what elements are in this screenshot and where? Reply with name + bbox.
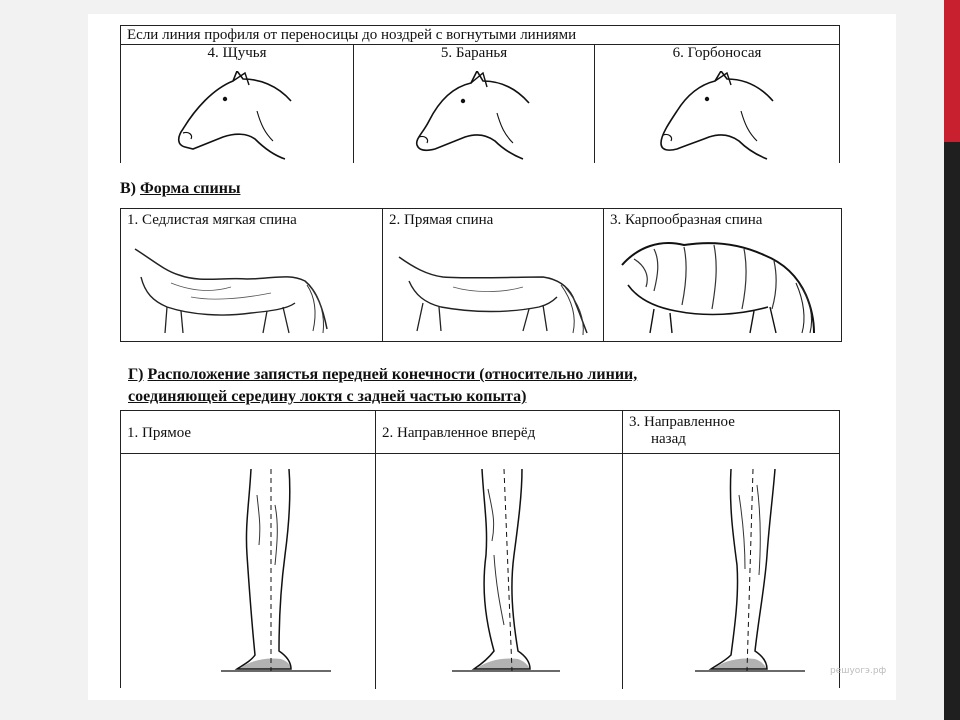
back-section-title xyxy=(120,180,240,198)
leg-backward-icon xyxy=(695,465,815,675)
horse-head-roman-nose-icon xyxy=(653,71,783,161)
back-table xyxy=(120,208,842,342)
profile-label-roman: 6. Горбоносая xyxy=(672,45,762,61)
carpus-section-title xyxy=(128,364,637,386)
back-cell-carp xyxy=(604,209,841,341)
profile-cell-roman xyxy=(595,45,839,163)
carpus-prefix: Г) xyxy=(128,366,144,383)
profile-label-ram: 5. Баранья xyxy=(440,45,508,61)
profile-table xyxy=(120,25,840,163)
back-label-straight: 2. Прямая спина xyxy=(389,212,494,228)
carpus-label-straight: 1. Прямое xyxy=(127,425,192,441)
carpus-section-title-cont xyxy=(128,386,526,408)
carpus-label-forward: 2. Направленное вперёд xyxy=(382,425,536,441)
profile-cell-ram xyxy=(354,45,595,163)
accent-bar-dark xyxy=(944,142,960,720)
horse-body-soft-back-icon xyxy=(131,237,331,337)
carpus-table xyxy=(120,410,840,688)
horse-body-carp-back-icon xyxy=(614,235,824,335)
carpus-cell-backward xyxy=(623,411,839,689)
profile-caption: Если линия профиля от переносицы до ноздрей с вогнутыми линиями xyxy=(121,25,839,45)
horse-head-pike-icon xyxy=(173,71,303,161)
horse-head-ram-icon xyxy=(409,71,539,161)
carpus-label-backward-2: назад xyxy=(651,431,686,447)
back-prefix: В) xyxy=(120,180,136,197)
profile-label-pike: 4. Щучья xyxy=(207,45,267,61)
back-cell-soft xyxy=(121,209,383,341)
back-title: Форма спины xyxy=(140,180,241,197)
carpus-title-line1: Расположение запястья передней конечности (относительно линии, xyxy=(147,366,638,383)
profile-row xyxy=(121,45,839,163)
back-cell-straight xyxy=(383,209,604,341)
carpus-label-backward-1: 3. Направленное xyxy=(629,414,735,430)
carpus-title-line2: соединяющей середину локтя с задней частью копыта) xyxy=(128,388,527,405)
back-label-soft: 1. Седлистая мягкая спина xyxy=(127,212,297,228)
profile-cell-pike xyxy=(121,45,354,163)
carpus-cell-forward xyxy=(376,411,623,689)
accent-bar-red xyxy=(944,0,960,142)
watermark: решуогэ.рф xyxy=(830,666,887,676)
back-label-carp: 3. Карпообразная спина xyxy=(610,212,763,228)
accent-bar xyxy=(944,0,960,720)
leg-straight-icon xyxy=(221,465,341,675)
leg-forward-icon xyxy=(432,465,562,675)
horse-body-straight-back-icon xyxy=(393,237,593,337)
carpus-cell-straight xyxy=(121,411,376,689)
